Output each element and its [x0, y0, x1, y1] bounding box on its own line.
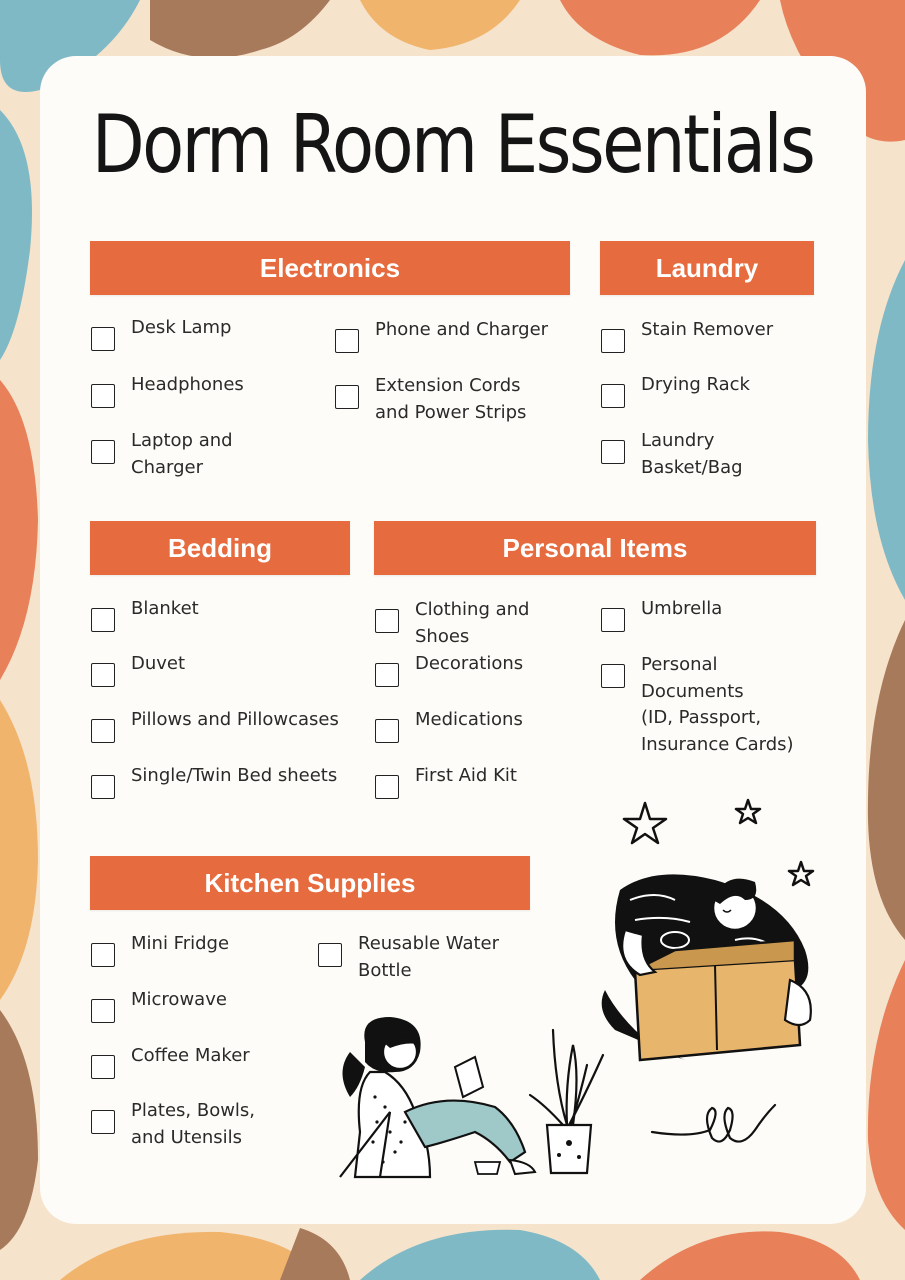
checkbox[interactable] [91, 327, 115, 351]
checklist-item[interactable] [601, 319, 774, 353]
checklist-item[interactable] [91, 598, 199, 632]
checkbox[interactable] [91, 719, 115, 743]
checkbox[interactable] [335, 385, 359, 409]
checkbox[interactable] [375, 775, 399, 799]
checkbox[interactable] [91, 1110, 115, 1134]
checkbox[interactable] [601, 329, 625, 353]
checkbox[interactable] [91, 663, 115, 687]
checkbox[interactable] [91, 943, 115, 967]
checklist-item[interactable] [318, 933, 500, 984]
electronics-heading: Electronics [90, 241, 570, 295]
checkbox[interactable] [91, 1055, 115, 1079]
checkbox[interactable] [91, 440, 115, 464]
checkbox[interactable] [91, 608, 115, 632]
item-label: Clothing and Shoes [415, 599, 530, 647]
item-label: Blanket [131, 598, 199, 619]
person-reading-illustration [335, 1012, 545, 1182]
item-label: Desk Lamp [131, 317, 232, 338]
checklist-item[interactable] [91, 653, 186, 687]
item-label: Microwave [131, 989, 227, 1010]
checkbox[interactable] [375, 663, 399, 687]
checklist-item[interactable] [91, 933, 230, 967]
item-label: Personal Documents (ID, Passport, Insurance Cards) [641, 654, 794, 755]
item-label: Decorations [415, 653, 524, 674]
checklist-item[interactable] [91, 709, 339, 743]
item-label: Pillows and Pillowcases [131, 709, 339, 730]
checklist-item[interactable] [91, 374, 244, 408]
checklist-item[interactable] [601, 374, 750, 408]
item-label: Coffee Maker [131, 1045, 250, 1066]
item-label: Laptop and Charger [131, 430, 233, 478]
item-label: Mini Fridge [131, 933, 230, 954]
item-label: Drying Rack [641, 374, 750, 395]
item-label: Single/Twin Bed sheets [131, 765, 338, 786]
checkbox[interactable] [318, 943, 342, 967]
checkbox[interactable] [91, 775, 115, 799]
checklist-item[interactable] [91, 989, 227, 1023]
item-label: Stain Remover [641, 319, 774, 340]
item-label: Medications [415, 709, 523, 730]
checkbox[interactable] [335, 329, 359, 353]
checklist-item[interactable] [601, 654, 794, 758]
checklist-item[interactable] [375, 599, 530, 650]
checkbox[interactable] [375, 719, 399, 743]
item-label: Laundry Basket/Bag [641, 430, 743, 478]
item-label: First Aid Kit [415, 765, 517, 786]
item-label: Reusable Water Bottle [358, 933, 500, 981]
item-label: Headphones [131, 374, 244, 395]
potted-plant-illustration [525, 1025, 610, 1180]
checklist-item[interactable] [335, 319, 549, 353]
checkbox[interactable] [91, 999, 115, 1023]
laundry-heading: Laundry [600, 241, 814, 295]
checklist-item[interactable] [91, 1100, 256, 1151]
page-title: Dorm Room Essentials [91, 98, 814, 191]
checklist-item[interactable] [91, 1045, 250, 1079]
checklist-item[interactable] [375, 765, 517, 799]
personal-items-heading: Personal Items [374, 521, 816, 575]
squiggle-doodle-icon [650, 1100, 780, 1150]
checkbox[interactable] [601, 384, 625, 408]
kitchen-supplies-heading: Kitchen Supplies [90, 856, 530, 910]
item-label: Extension Cords and Power Strips [375, 375, 527, 423]
checklist-item[interactable] [375, 653, 524, 687]
bedding-heading: Bedding [90, 521, 350, 575]
checklist-item[interactable] [91, 430, 233, 481]
checkbox[interactable] [601, 608, 625, 632]
item-label: Duvet [131, 653, 186, 674]
person-carrying-box-illustration [595, 860, 825, 1075]
checklist-item[interactable] [91, 317, 232, 351]
item-label: Phone and Charger [375, 319, 549, 340]
checklist-item[interactable] [91, 765, 338, 799]
checklist-item[interactable] [601, 598, 723, 632]
checkbox[interactable] [601, 440, 625, 464]
item-label: Umbrella [641, 598, 723, 619]
checklist-item[interactable] [601, 430, 743, 481]
checklist-item[interactable] [375, 709, 523, 743]
checkbox[interactable] [375, 609, 399, 633]
checklist-item[interactable] [335, 375, 527, 426]
checkbox[interactable] [601, 664, 625, 688]
checkbox[interactable] [91, 384, 115, 408]
item-label: Plates, Bowls, and Utensils [131, 1100, 256, 1148]
